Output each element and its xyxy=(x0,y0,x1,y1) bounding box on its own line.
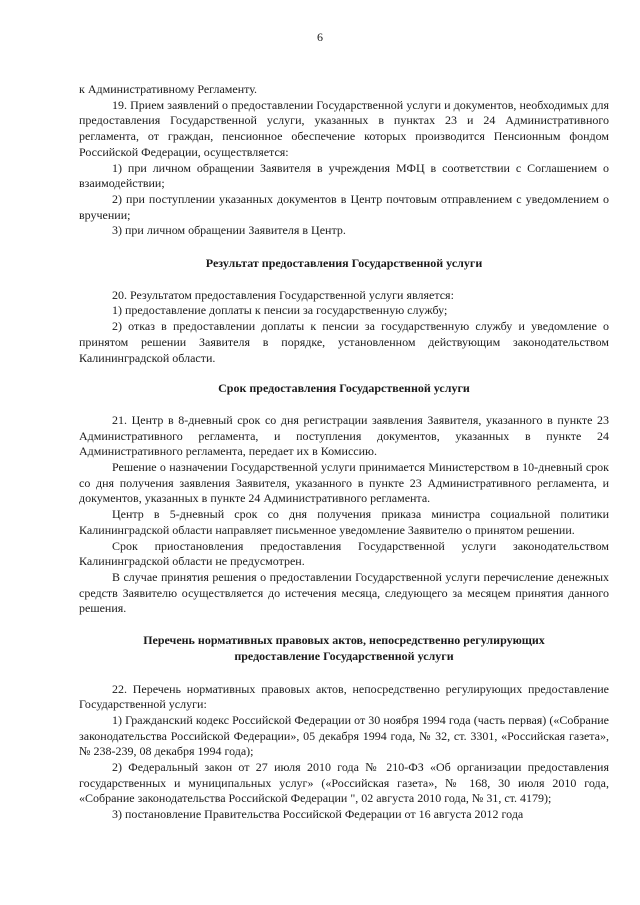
section-heading-result: Результат предоставления Государственной услуги xyxy=(205,256,483,271)
section-heading-term: Срок предоставления Государственной услуги xyxy=(218,381,470,396)
heading-line: предоставление Государственной услуги xyxy=(234,648,454,663)
paragraph: Решение о назначении Государственной услуги принимается Министерством в 10-дневный срок со дня получения заявления Заявителя, указанного в пункте 23 Административного регламента, и документов, указанных в пункте 24 Административного регламента. xyxy=(79,460,609,506)
list-item: 3) при личном обращении Заявителя в Центр. xyxy=(112,223,346,238)
list-item: 2) отказ в предоставлении доплаты к пенсии за государственную службу и уведомление о принятом решении Заявителя в порядке, установленном действующим законодательством Калининградской области. xyxy=(79,319,609,365)
paragraph-20: 20. Результатом предоставления Государственной услуги является: xyxy=(112,287,454,302)
list-item: 1) Гражданский кодекс Российской Федерации от 30 ноября 1994 года (часть первая) («Собрание законодательства Российской Федерации», 05 декабря 1994 года, № 32, ст. 3301, «Российская газета», № 238-239, 08 декабря 1994 года); xyxy=(79,712,609,759)
paragraph: В случае принятия решения о предоставлении Государственной услуги перечисление денежных средств Заявителю осуществляется до истечения месяца, следующего за месяцем принятия данного решения. xyxy=(79,569,609,616)
list-item: 2) Федеральный закон от 27 июля 2010 года № 210-ФЗ «Об организации предоставления государственных и муниципальных услуг» («Российская газета», № 168, 30 июля 2010 года, «Собрание законодательства Российской Федерации ", 02 августа 2010 года, № 31, ст. 4179); xyxy=(79,760,609,806)
list-item: 3) постановление Правительства Российской Федерации от 16 августа 2012 года xyxy=(112,807,524,822)
paragraph-21: 21. Центр в 8-дневный срок со дня регистрации заявления Заявителя, указанного в пункте 23 Административного регламента, и поступления документов, указанных в пункте 24 Административного регламента, передает их в Комиссию. xyxy=(79,412,609,459)
heading-line: Перечень нормативных правовых актов, непосредственно регулирующих xyxy=(143,633,545,648)
paragraph-22: 22. Перечень нормативных правовых актов, непосредственно регулирующих предоставление Государственной услуги: xyxy=(79,681,609,712)
paragraph-19: 19. Прием заявлений о предоставлении Государственной услуги и документов, необходимых для предоставления Государственной услуги, указанных в пунктах 23 и 24 Административного регламента, от граждан, пенсионное обеспечение которых производится Пенсионным фондом Российской Федерации, осуществляется: xyxy=(79,97,609,159)
page-number: 6 xyxy=(317,30,323,44)
list-item: 1) предоставление доплаты к пенсии за государственную службу; xyxy=(112,303,448,318)
paragraph: Срок приостановления предоставления Государственной услуги законодательством Калининградской области не предусмотрен. xyxy=(79,538,609,569)
list-item: 2) при поступлении указанных документов в Центр почтовым отправлением с уведомлением о вручении; xyxy=(79,191,609,222)
paragraph: к Административному Регламенту. xyxy=(79,82,258,96)
section-heading-legal-acts xyxy=(79,633,609,664)
paragraph: Центр в 5-дневный срок со дня получения приказа министра социальной политики Калининградской области направляет письменное уведомление Заявителю о принятом решении. xyxy=(79,507,609,537)
list-item: 1) при личном обращении Заявителя в учреждения МФЦ в соответствии с Соглашением о взаимодействии; xyxy=(79,160,609,191)
document-body xyxy=(79,82,609,823)
